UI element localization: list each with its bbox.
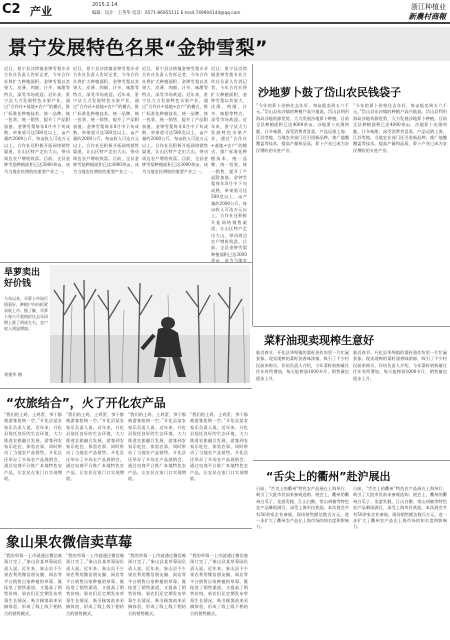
article-body-caiziyou-col1: 临近春节，开化县华埠镇的菜籽油作坊里一片忙碌景象。现卖现榨的菜籽油香味浓郁，吸引了不少村民前来购买。作坊负责人介绍，今年菜籽收购量比往年有所增加，每天能榨油1000多斤，销售量也稳步上升。 (256, 350, 349, 381)
article-headline-quzhou: “舌尖上的衢州”赴沪展出 (266, 470, 391, 483)
paper-name-calligraphy: 新農村商報 (408, 12, 446, 21)
article-body-xiangshan-col3: “我的草莓一上市就通过微信被预订完了。”象山县某草莓园负责人说。近年来，象山县不少果农利用微信朋友圈、网店等平台销售自家种植的草莓，既拓宽了销售渠道，又提高了销售价格。果农们还定期发布草莓生长情况，吸引顾客前来采摘体验，形成了线上线下相结合的销售模式。 (128, 553, 186, 616)
section-rule-right-2 (253, 460, 450, 461)
orchard-photo-image (50, 265, 250, 383)
section-name: 产业 (30, 5, 52, 18)
article-body-quzhou-col2: 日前，“舌尖上的衢州”特色农产品展在上海举行，吸引了大批市民前来参观选购。展会上，衢州的衢州白瓜子、龙游发糕、江山白鹅、常山胡柚等特色农产品琳琅满目，深受上海市民欢迎。本次展会共有50余家企业参展，现场销售额达数百万元，进一步扩大了衢州农产品在上海市场的知名度和影响力。 (353, 486, 447, 530)
article-body-jingning-col3: 近日，景宁县沙湾镇金钟雪梨专业合作社负责人告诉记者，今年合作社将扩大种植面积，金钟雪梨以其果大、皮薄、肉细、汁多、味甜等特点，深受市场欢迎。近年来，景宁县大力发展特色水果产业，通过“合作社+基地+农户”的模式，推广标准化种植技术，统一品牌、统一包装、统一销售，提升了产品附加值。金钟雪梨每年8月中下旬成熟，单果重可达500克以上，亩产量约2000公斤，每亩收入可达万元以上。合作社还积极开拓网络销售渠道，让山区特产走出大山，带动周边农户增收致富。目前，全县金钟雪梨种植面积已达3000余亩，成为当地农民增收的重要产业之一。 (142, 66, 208, 174)
article-body-xiangshan-col1: “我的草莓一上市就通过微信被预订完了。”象山县某草莓园负责人说。近年来，象山县不少果农利用微信朋友圈、网店等平台销售自家种植的草莓，既拓宽了销售渠道，又提高了销售价格。果农们还定期发布草莓生长情况，吸引顾客前来采摘体验，形成了线上线下相结合的销售模式。 (4, 553, 62, 616)
section-rule-right (253, 326, 450, 327)
article-body-kaihua-col3: “我们的土鸡、土鸡蛋、笋干都被游客抢购一空。”开化县某农家乐负责人说。近年来，开化县依托良好的生态环境，大力推进农旅融合发展，游客到农家乐吃住、体验农事，同时带动了当地农产品销售。开化县还举办了多场农产品展销会，通过电商平台推广本地特色农产品，让农民在家门口实现增收。 (128, 412, 186, 482)
article-body-jingning-col1: 近日，景宁县沙湾镇金钟雪梨专业合作社负责人告诉记者，今年合作社将扩大种植面积，金钟雪梨以其果大、皮薄、肉细、汁多、味甜等特点，深受市场欢迎。近年来，景宁县大力发展特色水果产业，通过“合作社+基地+农户”的模式，推广标准化种植技术，统一品牌、统一包装、统一销售，提升了产品附加值。金钟雪梨每年8月中下旬成熟，单果重可达500克以上，亩产量约2000公斤，每亩收入可达万元以上。合作社还积极开拓网络销售渠道，让山区特产走出大山，带动周边农户增收致富。目前，全县金钟雪梨种植面积已达3000余亩，成为当地农民增收的重要产业之一。 (4, 66, 70, 174)
article-headline-hanluo-text: 旱萝卖出好价钱 (4, 268, 41, 289)
article-headline-jingning: 景宁发展特色名果“金钟雪梨” (8, 37, 268, 59)
article-body-kaihua-col1: “我们的土鸡、土鸡蛋、笋干都被游客抢购一空。”开化县某农家乐负责人说。近年来，开化县依托良好的生态环境，大力推进农旅融合发展，游客到农家乐吃住、体验农事，同时带动了当地农产品销售。开化县还举办了多场农产品展销会，通过电商平台推广本地特色农产品，让农民在家门口实现增收。 (4, 412, 62, 482)
section-code: C2 (2, 2, 21, 17)
article-body-daishan-col1: “今年的萝卜价格比去年好，每亩能卖到五六千元。”岱山县东沙镇的种植户高兴地说。岱山县利用海岛沙地资源优势，大力发展沙地萝卜种植，目前全县种植面积已达4000余亩。沙地萝卜皮薄肉脆、汁多味甜，深受消费者喜爱，产品远销上海、江苏等地。当地农业部门还引进新品种，推广地膜覆盖等技术，提高产量和品质，萝卜产业已成为农民增收的支柱产业。 (256, 103, 349, 153)
article-headline-caiziyou: 菜籽油现卖现榨生意好 (264, 334, 374, 347)
article-headline-daishan: 沙地萝卜鼓了岱山农民钱袋子 (258, 86, 401, 99)
photo-credit: 刘建华 摄 (4, 372, 23, 377)
masthead-rule (0, 22, 450, 24)
article-body-caiziyou-col2: 临近春节，开化县华埠镇的菜籽油作坊里一片忙碌景象。现卖现榨的菜籽油香味浓郁，吸引了不少村民前来购买。作坊负责人介绍，今年菜籽收购量比往年有所增加，每天能榨油1000多斤，销售量也稳步上升。 (353, 350, 447, 381)
article-headline-hanluo (4, 268, 44, 290)
article-headline-xiangshan: 象山果农微信卖草莓 (6, 535, 132, 551)
article-body-hanluo: 今年以来，旱萝卜市场行情看好，种植户纷纷抓紧采收上市。据了解，旱萝卜每公斤收购价比去年同期上涨了两成左右，农户收入明显增加。 (4, 296, 48, 331)
article-body-jingning-col2: 近日，景宁县沙湾镇金钟雪梨专业合作社负责人告诉记者，今年合作社将扩大种植面积，金钟雪梨以其果大、皮薄、肉细、汁多、味甜等特点，深受市场欢迎。近年来，景宁县大力发展特色水果产业，通过“合作社+基地+农户”的模式，推广标准化种植技术，统一品牌、统一包装、统一销售，提升了产品附加值。金钟雪梨每年8月中下旬成熟，单果重可达500克以上，亩产量约2000公斤，每亩收入可达万元以上。合作社还积极开拓网络销售渠道，让山区特产走出大山，带动周边农户增收致富。目前，全县金钟雪梨种植面积已达3000余亩，成为当地农民增收的重要产业之一。 (73, 66, 139, 174)
section-rule (0, 262, 252, 263)
masthead (0, 0, 450, 22)
article-body-kaihua-col2: “我们的土鸡、土鸡蛋、笋干都被游客抢购一空。”开化县某农家乐负责人说。近年来，开化县依托良好的生态环境，大力推进农旅融合发展，游客到农家乐吃住、体验农事，同时带动了当地农产品销售。开化县还举办了多场农产品展销会，通过电商平台推广本地特色农产品，让农民在家门口实现增收。 (66, 412, 124, 482)
section-rule-3 (0, 528, 252, 529)
issue-date: 2015.2.14 (92, 2, 118, 8)
section-rule-2 (0, 388, 252, 389)
orchard-photo (50, 265, 250, 383)
article-body-daishan-col2: “今年的萝卜价格比去年好，每亩能卖到五六千元。”岱山县东沙镇的种植户高兴地说。岱山县利用海岛沙地资源优势，大力发展沙地萝卜种植，目前全县种植面积已达4000余亩。沙地萝卜皮薄肉脆、汁多味甜，深受消费者喜爱，产品远销上海、江苏等地。当地农业部门还引进新品种，推广地膜覆盖等技术，提高产量和品质，萝卜产业已成为农民增收的支柱产业。 (353, 103, 447, 153)
article-body-quzhou-col1: 日前，“舌尖上的衢州”特色农产品展在上海举行，吸引了大批市民前来参观选购。展会上，衢州的衢州白瓜子、龙游发糕、江山白鹅、常山胡柚等特色农产品琳琅满目，深受上海市民欢迎。本次展会共有50余家企业参展，现场销售额达数百万元，进一步扩大了衢州农产品在上海市场的知名度和影响力。 (256, 486, 349, 530)
article-body-jingning-col4: 近日，景宁县沙湾镇金钟雪梨专业合作社负责人告诉记者，今年合作社将扩大种植面积，金钟雪梨以其果大、皮薄、肉细、汁多、味甜等特点，深受市场欢迎。近年来，景宁县大力发展特色水果产业，通过“合作社+基地+农户”的模式，推广标准化种植技术，统一品牌、统一包装、统一销售，提升了产品附加值。金钟雪梨每年8月中下旬成熟，单果重可达500克以上，亩产量约2000公斤，每亩收入可达万元以上。合作社还积极开拓网络销售渠道，让山区特产走出大山，带动周边农户增收致富。目前，全县金钟雪梨种植面积已达3000余亩，成为当地农 (211, 66, 247, 264)
article-body-kaihua-col4: “我们的土鸡、土鸡蛋、笋干都被游客抢购一空。”开化县某农家乐负责人说。近年来，开化县依托良好的生态环境，大力推进农旅融合发展，游客到农家乐吃住、体验农事，同时带动了当地农产品销售。开化县还举办了多场农产品展销会，通过电商平台推广本地特色农产品，让农民在家门口实现增收。 (190, 412, 248, 482)
paper-name: 浙江种植业 (411, 3, 446, 11)
staff-line: 编辑：设计：王英华 电话：0571-86955111 E-mail:749904144@qq.com (92, 11, 241, 16)
article-headline-kaihua: “农旅结合”，火了开化农产品 (6, 396, 166, 410)
column-divider (252, 64, 253, 326)
article-body-xiangshan-col4: “我的草莓一上市就通过微信被预订完了。”象山县某草莓园负责人说。近年来，象山县不少果农利用微信朋友圈、网店等平台销售自家种植的草莓，既拓宽了销售渠道，又提高了销售价格。果农们还定期发布草莓生长情况，吸引顾客前来采摘体验，形成了线上线下相结合的销售模式。 (190, 553, 248, 616)
article-body-xiangshan-col2: “我的草莓一上市就通过微信被预订完了。”象山县某草莓园负责人说。近年来，象山县不少果农利用微信朋友圈、网店等平台销售自家种植的草莓，既拓宽了销售渠道，又提高了销售价格。果农们还定期发布草莓生长情况，吸引顾客前来采摘体验，形成了线上线下相结合的销售模式。 (66, 553, 124, 616)
